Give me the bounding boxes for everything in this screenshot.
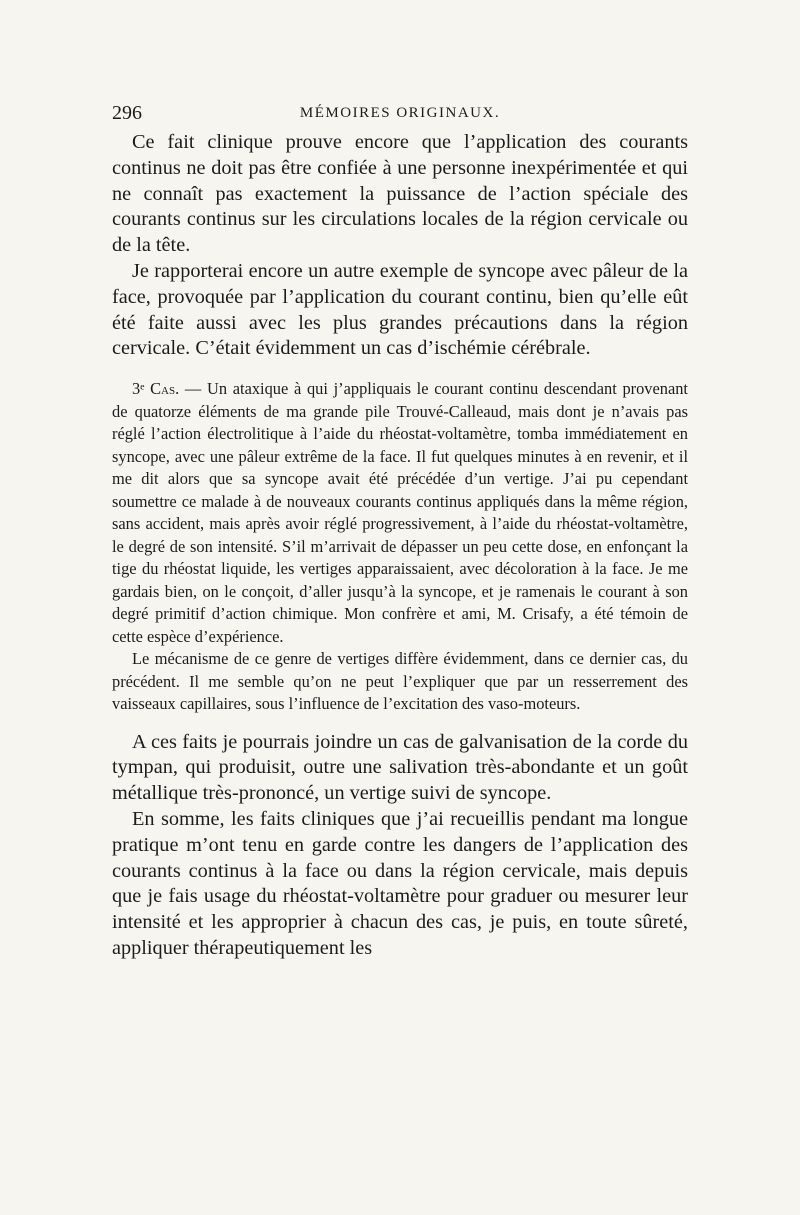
paragraph-2: Je rapporterai encore un autre exemple de syncope avec pâleur de la face, provoquée par l’application du courant continu, bien qu’elle eût été faite aussi avec les plus grandes précautions dans la région cervicale. C’était évidemment un cas d’ischémie cérébrale. [112,259,688,360]
case-3-text: — Un ataxique à qui j’appliquais le courant continu descendant provenant de quatorze éléments de ma grande pile Trouvé-Calleaud, mais dont je n’avais pas réglé l’action électrolitique à l’aide du rhéostat-voltamètre, tomba immédiatement en syncope, avec une pâleur extrême de la face. Il fut quelques minutes à en revenir, et il me dit alors que sa syncope avait été précédée d’un vertige. J’ai pu cependant soumettre ce malade à de nouveaux courants continus appliqués dans la même région, sans accident, mais après avoir réglé progressivement, à l’aide du rhéostat-voltamètre, le degré de son intensité. S’il m’arrivait de dépasser un peu cette dose, en enfonçant la tige du rhéostat liquide, les vertiges apparaissaient, avec décoloration à la face. Je me gardais bien, on le conçoit, d’aller jusqu’à la syncope, et je ramenais le courant à son degré primitif d’action chimique. Mon confrère et ami, M. Crisafy, a été témoin de cette espèce d’expérience. [112,379,688,646]
paragraph-tympan: A ces faits je pourrais joindre un cas de galvanisation de la corde du tympan, qui produisit, outre une salivation très-abondante et un goût métallique très-prononcé, un vertige suivi de syncope. [112,730,688,805]
case-3-paragraph [112,378,688,648]
paragraph-summary: En somme, les faits cliniques que j’ai recueillis pendant ma longue pratique m’ont tenu en garde contre les dangers de l’application des courants continus à la face ou dans la région cervicale, mais depuis que je fais usage du rhéostat-voltamètre pour graduer ou mesurer leur intensité et les approprier à chacun des cas, je puis, en toute sûreté, appliquer thérapeutiquement les [112,808,688,960]
running-title: MÉMOIRES ORIGINAUX. [299,105,501,121]
page-number: 296 [112,102,142,124]
paragraph-1: Ce fait clinique prouve encore que l’application des courants continus ne doit pas être confiée à une personne inexpérimentée et qui ne connaît pas exactement la puissance de l’action spéciale des courants continus sur les circulations locales de la région cervicale ou de la tête. [112,131,688,257]
case-label: 3ᵉ Cas. [132,379,180,399]
running-head [112,98,688,128]
paragraph-mechanism: Le mécanisme de ce genre de vertiges diffère évidemment, dans ce dernier cas, du précédent. Il me semble qu’on ne peut l’expliquer que par un resserrement des vaisseaux capillaires, sous l’influence de l’excitation des vaso-moteurs. [112,649,688,714]
